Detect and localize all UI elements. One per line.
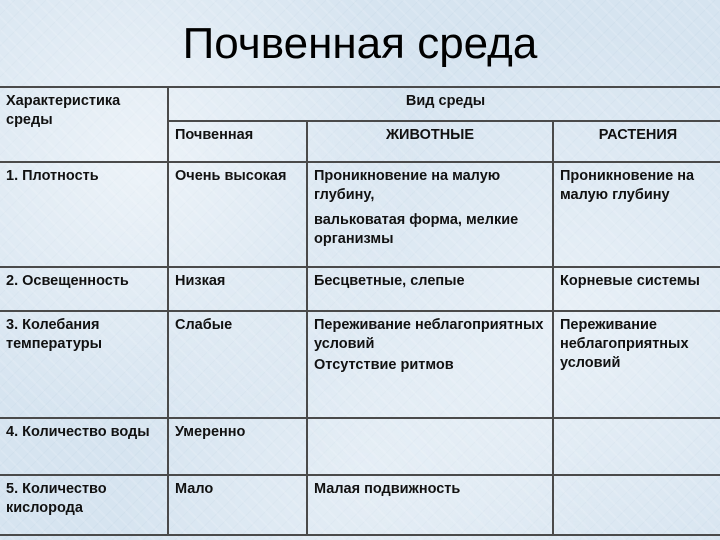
cell-animals-line: Отсутствие ритмов [314,357,454,373]
cell-soil: Очень высокая [168,162,307,267]
soil-environment-table [0,86,720,536]
cell-animals [307,311,553,418]
cell-animals-line: вальковатая форма, мелкие организмы [314,212,519,247]
header-env-type: Вид среды [168,87,720,121]
cell-soil: Слабые [168,311,307,418]
cell-plants [553,162,720,267]
cell-animals-line: Малая подвижность [314,481,461,497]
header-animals: ЖИВОТНЫЕ [307,121,553,162]
cell-plants [553,418,720,475]
cell-plants-text: Переживание неблагоприятных условий [560,317,689,371]
table-row [0,162,720,267]
cell-characteristic: 2. Освещенность [0,267,168,311]
cell-plants-text: Проникновение на малую глубину [560,168,695,203]
header-characteristic: Характеристика среды [0,87,168,162]
cell-characteristic: 1. Плотность [0,162,168,267]
cell-characteristic: 4. Количество воды [0,418,168,475]
table-header-row [0,87,720,121]
cell-characteristic: 5. Количество кислорода [0,475,168,535]
cell-animals [307,162,553,267]
cell-soil: Низкая [168,267,307,311]
header-plants: РАСТЕНИЯ [553,121,720,162]
table-row [0,475,720,535]
cell-plants [553,475,720,535]
page-title: Почвенная среда [182,19,538,68]
table-row [0,267,720,311]
cell-animals-line: Проникновение на малую глубину, [314,168,501,203]
cell-animals-line: Переживание неблагоприятных условий [314,317,544,352]
header-soil: Почвенная [168,121,307,162]
cell-animals [307,267,553,311]
table-row [0,418,720,475]
cell-soil: Мало [168,475,307,535]
cell-plants [553,311,720,418]
table-row [0,311,720,418]
cell-animals-line: Бесцветные, слепые [314,273,465,289]
cell-animals [307,475,553,535]
cell-animals [307,418,553,475]
cell-plants: Корневые системы [553,267,720,311]
cell-characteristic: 3. Колебания температуры [0,311,168,418]
cell-soil: Умеренно [168,418,307,475]
